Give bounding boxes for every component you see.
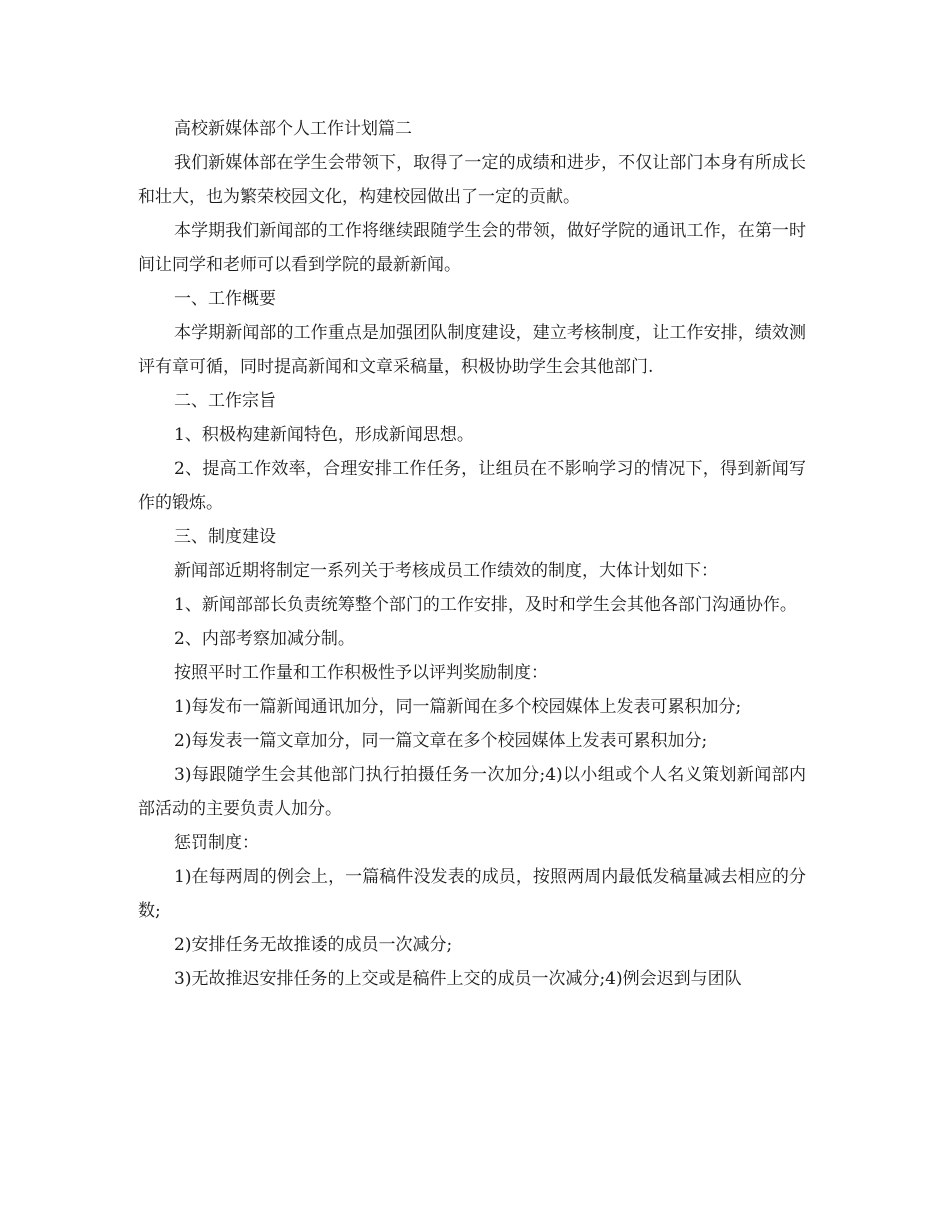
section-heading: 二、工作宗旨 — [174, 391, 276, 411]
list-item: 1、新闻部部长负责统筹整个部门的工作安排，及时和学生会其他各部门沟通协作。 — [174, 595, 797, 615]
list-item: 2、提高工作效率，合理安排工作任务，让组员在不影响学习的情况下，得到新闻写作的锻炼。 — [138, 459, 806, 513]
list-item: 2)每发表一篇文章加分，同一篇文章在多个校园媒体上发表可累积加分; — [174, 731, 708, 751]
list-item: 1)在每两周的例会上，一篇稿件没发表的成员，按照两周内最低发稿量减去相应的分数; — [138, 867, 806, 921]
document-title: 高校新媒体部个人工作计划篇二 — [174, 119, 412, 139]
paragraph: 本学期新闻部的工作重点是加强团队制度建设，建立考核制度，让工作安排，绩效测评有章可循，同时提高新闻和文章采稿量，积极协助学生会其他部门. — [138, 323, 806, 377]
paragraph: 我们新媒体部在学生会带领下，取得了一定的成绩和进步，不仅让部门本身有所成长和壮大，也为繁荣校园文化，构建校园做出了一定的贡献。 — [138, 153, 806, 207]
paragraph: 惩罚制度： — [174, 833, 259, 853]
section-heading: 三、制度建设 — [174, 527, 276, 547]
list-item: 3)每跟随学生会其他部门执行拍摄任务一次加分;4)以小组或个人名义策划新闻部内部活动的主要负责人加分。 — [138, 765, 806, 819]
list-item: 2)安排任务无故推诿的成员一次减分; — [174, 935, 453, 955]
document-body — [138, 112, 806, 996]
paragraph: 本学期我们新闻部的工作将继续跟随学生会的带领，做好学院的通讯工作，在第一时间让同学和老师可以看到学院的最新新闻。 — [138, 221, 806, 275]
paragraph: 按照平时工作量和工作积极性予以评判奖励制度： — [174, 663, 548, 683]
section-heading: 一、工作概要 — [174, 289, 276, 309]
list-item: 1、积极构建新闻特色，形成新闻思想。 — [174, 425, 474, 445]
paragraph: 新闻部近期将制定一系列关于考核成员工作绩效的制度，大体计划如下： — [174, 561, 718, 581]
list-item: 3)无故推迟安排任务的上交或是稿件上交的成员一次减分;4)例会迟到与团队 — [174, 969, 742, 989]
list-item: 2、内部考察加减分制。 — [174, 629, 355, 649]
list-item: 1)每发布一篇新闻通讯加分，同一篇新闻在多个校园媒体上发表可累积加分; — [174, 697, 742, 717]
